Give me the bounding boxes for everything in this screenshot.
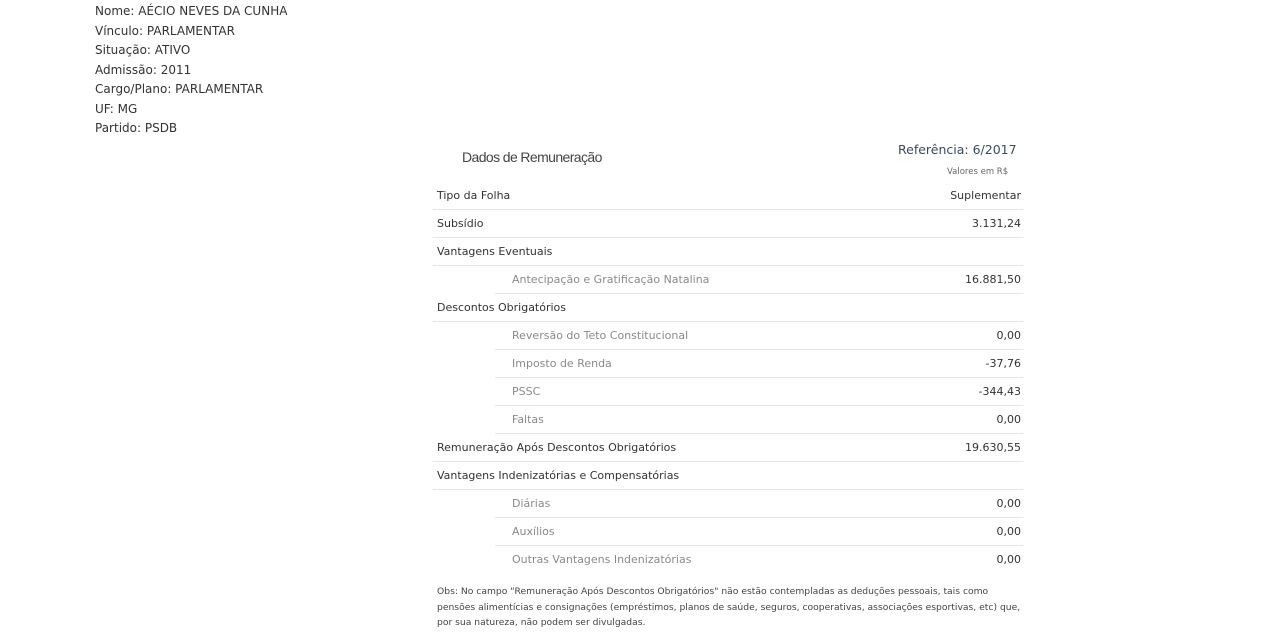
row-label: Vantagens Indenizatórias e Compensatórias (437, 469, 680, 482)
info-situacao: Situação: ATIVO (95, 43, 191, 57)
row-label: Vantagens Eventuais (437, 245, 553, 258)
row-label: Remuneração Após Descontos Obrigatórios (437, 441, 677, 454)
row-label: Antecipação e Gratificação Natalina (512, 273, 710, 286)
info-admissao: Admissão: 2011 (95, 62, 192, 77)
row-label: Diárias (512, 497, 551, 510)
row-value: 16.881,50 (965, 273, 1021, 286)
table-row (433, 322, 1023, 350)
table-row (433, 378, 1023, 406)
row-label: Tipo da Folha (437, 189, 511, 202)
row-value: 3.131,24 (972, 217, 1021, 230)
row-value: 19.630,55 (965, 441, 1021, 454)
table-row (433, 350, 1023, 378)
row-value: 0,00 (996, 553, 1021, 566)
row-label: Outras Vantagens Indenizatórias (512, 553, 692, 566)
table-row (433, 518, 1023, 546)
table-row (433, 266, 1023, 294)
table-row (433, 210, 1023, 238)
info-cargo: Cargo/Plano: PARLAMENTAR (95, 82, 264, 96)
info-nome: Nome: AÉCIO NEVES DA CUNHA (95, 4, 288, 18)
info-uf: UF: MG (95, 101, 138, 116)
row-value: Suplementar (950, 189, 1021, 202)
row-value: 0,00 (996, 329, 1021, 342)
row-label: PSSC (512, 385, 541, 398)
obs-note (437, 584, 1022, 631)
valores-note: Valores em R$ (947, 167, 1009, 177)
table-row (433, 546, 1023, 574)
obs-line: por sua natureza, não podem ser divulgadas. (437, 617, 646, 628)
table-row (433, 434, 1023, 462)
table-row (433, 238, 1023, 266)
row-label: Descontos Obrigatórios (437, 301, 567, 314)
row-label: Imposto de Renda (512, 357, 612, 370)
obs-line: Obs: No campo "Remuneração Após Descontos Obrigatórios" não estão contempladas as deduções pessoais, tais como (437, 586, 989, 597)
remuneracao-title: Dados de Remuneração (462, 149, 602, 165)
row-value: 0,00 (996, 497, 1021, 510)
row-value: -37,76 (985, 357, 1021, 370)
servidor-info (95, 2, 287, 139)
table-row (433, 294, 1023, 322)
row-value: -344,43 (978, 385, 1021, 398)
remuneracao-table (433, 182, 1023, 574)
obs-line: pensões alimentícias e consignações (empréstimos, planos de saúde, seguros, cooperativas, associações esportivas, etc) que, (437, 601, 1021, 613)
info-vinculo: Vínculo: PARLAMENTAR (95, 23, 235, 38)
referencia-label: Referência: 6/2017 (898, 142, 1017, 157)
table-row (433, 462, 1023, 490)
row-label: Faltas (512, 413, 544, 426)
row-value: 0,00 (996, 413, 1021, 426)
row-label: Reversão do Teto Constitucional (512, 329, 689, 342)
table-row (433, 182, 1023, 210)
row-label: Subsídio (437, 217, 484, 230)
table-row (433, 406, 1023, 434)
table-row (433, 490, 1023, 518)
row-value: 0,00 (996, 525, 1021, 538)
row-label: Auxílios (512, 525, 555, 538)
info-partido: Partido: PSDB (95, 121, 178, 135)
